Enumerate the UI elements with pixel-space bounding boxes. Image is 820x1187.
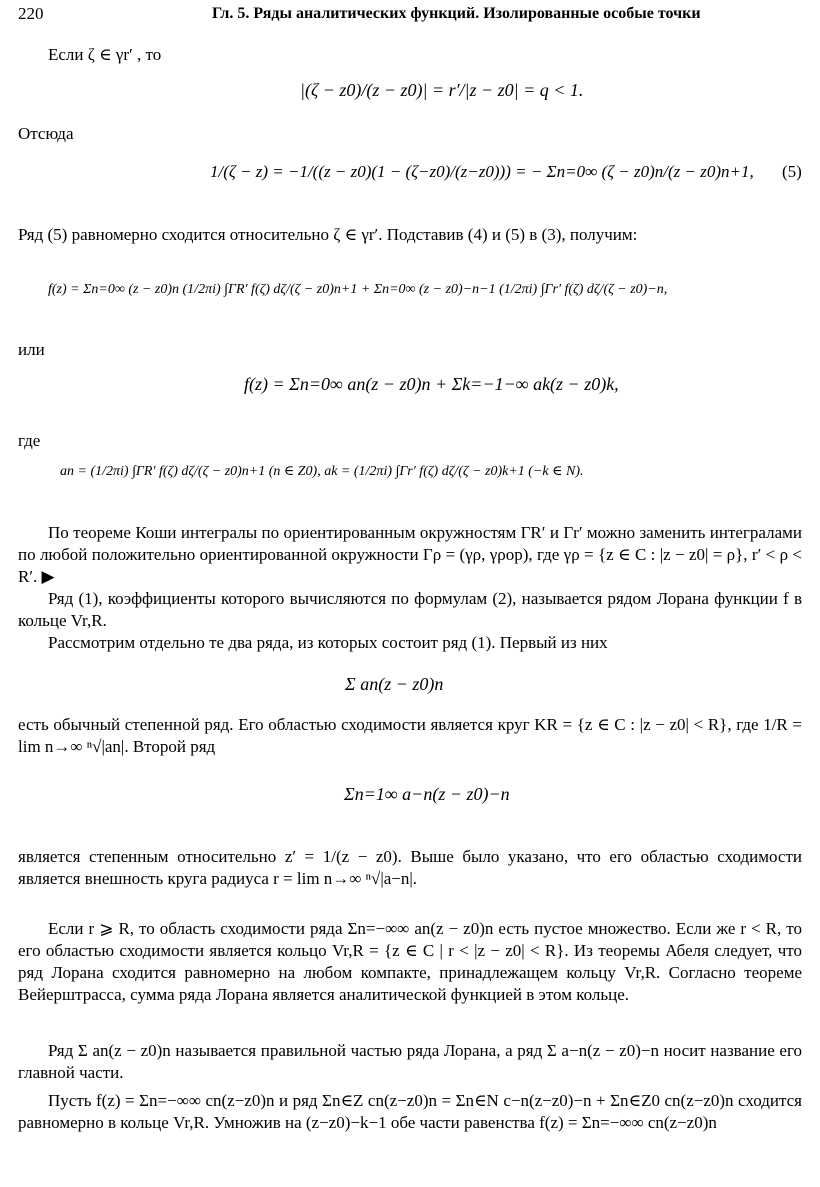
paragraph-uniqueness: Пусть f(z) = Σn=−∞∞ cn(z−z0)n и ряд Σn∈Z cn(z−z0)n = Σn∈N c−n(z−z0)−n + Σn∈Z0 cn(z−z0)n сходится равномерно в кольце Vr,R. Умножив на (z−z0)−k−1 обе части равенства f(z) = Σn=−∞∞ cn(z−z0)n: [18, 1091, 802, 1132]
running-title: Гл. 5. Ряды аналитических функций. Изолированные особые точки: [212, 5, 701, 22]
text-line-hence: Отсюда: [18, 124, 74, 143]
paragraph-laurent-definition: Ряд (1), коэффициенты которого вычисляются по формулам (2), называется рядом Лорана функции f в кольце Vr,R.: [18, 589, 802, 630]
formula-regular-part: Σ an(z − z0)n: [345, 674, 444, 694]
formula-ratio-q: |(ζ − z0)/(z − z0)| = r′/|z − z0| = q < 1.: [300, 80, 584, 100]
paragraph-cauchy-theorem: По теореме Коши интегралы по ориентированным окружностям ΓR′ и Γr′ можно заменить интегралами по любой положительно ориентированной окружности Γρ = (γρ, γρop), где γρ = {z ∈ C : |z − z0| = ρ}, r′ < ρ < R′. ▶: [18, 523, 802, 586]
formula-f-expansion: f(z) = Σn=0∞ (z − z0)n (1/2πi) ∫ΓR′ f(ζ) dζ/(ζ − z0)n+1 + Σn=0∞ (z − z0)−n−1 (1/2πi) ∫Γr′ f(ζ) dζ/(ζ − z0)−n,: [48, 282, 668, 297]
formula-coefficients: an = (1/2πi) ∫ΓR′ f(ζ) dζ/(ζ − z0)n+1 (n ∈ Z0), ak = (1/2πi) ∫Γr′ f(ζ) dζ/(ζ − z0)k+1 (−k ∈ N).: [60, 464, 584, 479]
paragraph-two-series: Рассмотрим отдельно те два ряда, из которых состоит ряд (1). Первый из них: [48, 633, 608, 652]
formula-geometric-expansion: 1/(ζ − z) = −1/((z − z0)(1 − (ζ−z0)/(z−z0))) = − Σn=0∞ (ζ − z0)n/(z − z0)n+1,: [210, 162, 754, 181]
formula-principal-part: Σn=1∞ a−n(z − z0)−n: [344, 784, 510, 804]
paragraph-annulus: Если r ⩾ R, то область сходимости ряда Σn=−∞∞ an(z − z0)n есть пустое множество. Если же r < R, то его областью сходимости является кольцо Vr,R = {z ∈ C | r < |z − z0| < R}. Из теоремы Абеля следует, что ряд Лорана сходится равномерно на любом компакте, принадлежащем кольцу Vr,R. Согласно теореме Вейерштрасса, сумма ряда Лорана является аналитической функцией в этом кольце.: [18, 919, 802, 1004]
page-number: 220: [18, 4, 44, 23]
paragraph-z-prime: является степенным относительно z′ = 1/(z − z0). Выше было указано, что его областью сходимости является внешность круга радиуса r = lim n→∞ ⁿ√|a−n|.: [18, 847, 802, 888]
text-line-if-zeta: Если ζ ∈ γr′ , то: [48, 45, 162, 64]
text-line-series-converges: Ряд (5) равномерно сходится относительно ζ ∈ γr′. Подставив (4) и (5) в (3), получим:: [18, 225, 638, 244]
equation-number-5: (5): [782, 162, 802, 181]
paragraph-power-series: есть обычный степенной ряд. Его областью сходимости является круг KR = {z ∈ C : |z − z0| < R}, где 1/R = lim n→∞ ⁿ√|an|. Второй ряд: [18, 715, 802, 756]
paragraph-principal-part: Ряд Σ an(z − z0)n называется правильной частью ряда Лорана, а ряд Σ a−n(z − z0)−n носит название его главной части.: [18, 1041, 802, 1082]
text-line-where: где: [18, 431, 41, 450]
text-line-or: или: [18, 340, 45, 359]
formula-laurent-sum: f(z) = Σn=0∞ an(z − z0)n + Σk=−1−∞ ak(z − z0)k,: [244, 374, 619, 394]
